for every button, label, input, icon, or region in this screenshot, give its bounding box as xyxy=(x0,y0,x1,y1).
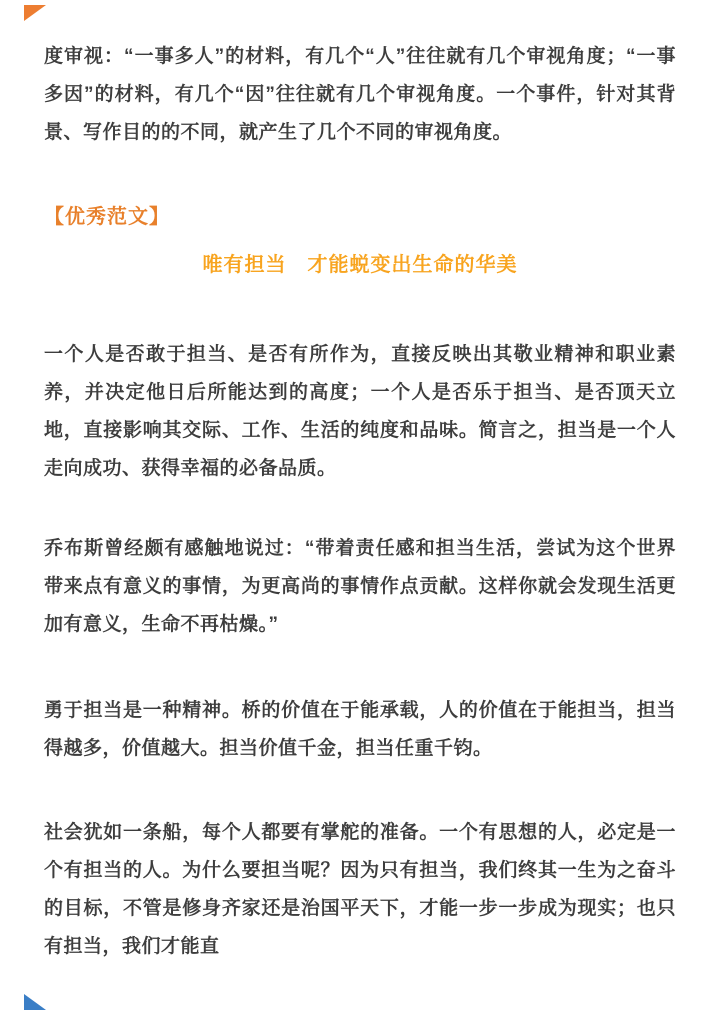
blue-corner-triangle-icon xyxy=(24,994,46,1010)
essay-title: 唯有担当 才能蜕变出生命的华美 xyxy=(202,254,518,276)
essay-paragraph: 社会犹如一条船，每个人都要有掌舵的准备。一个有思想的人，必定是一个有担当的人。为什么要担当呢？因为只有担当，我们终其一生为之奋斗的目标，不管是修身齐家还是治国平天下，才能一步一步成为现实；也只有担当，我们才能直 xyxy=(44,822,676,957)
section-heading: 【优秀范文】 xyxy=(44,206,170,228)
intro-paragraph: 度审视：“一事多人”的材料，有几个“人”往往就有几个审视角度；“一事多因”的材料，有几个“因”往往就有几个审视角度。一个事件，针对其背景、写作目的的不同，就产生了几个不同的审视角度。 xyxy=(44,46,676,143)
orange-corner-triangle-icon xyxy=(24,5,46,21)
essay-paragraph: 乔布斯曾经颇有感触地说过：“带着责任感和担当生活，尝试为这个世界带来点有意义的事情，为更高尚的事情作点贡献。这样你就会发现生活更加有意义，生命不再枯燥。” xyxy=(44,538,676,635)
essay-paragraph: 一个人是否敢于担当、是否有所作为，直接反映出其敬业精神和职业素养，并决定他日后所能达到的高度；一个人是否乐于担当、是否顶天立地，直接影响其交际、工作、生活的纯度和品味。简言之，担当是一个人走向成功、获得幸福的必备品质。 xyxy=(44,344,676,479)
essay-paragraph: 勇于担当是一种精神。桥的价值在于能承载，人的价值在于能担当，担当得越多，价值越大。担当价值千金，担当任重千钧。 xyxy=(44,700,676,759)
